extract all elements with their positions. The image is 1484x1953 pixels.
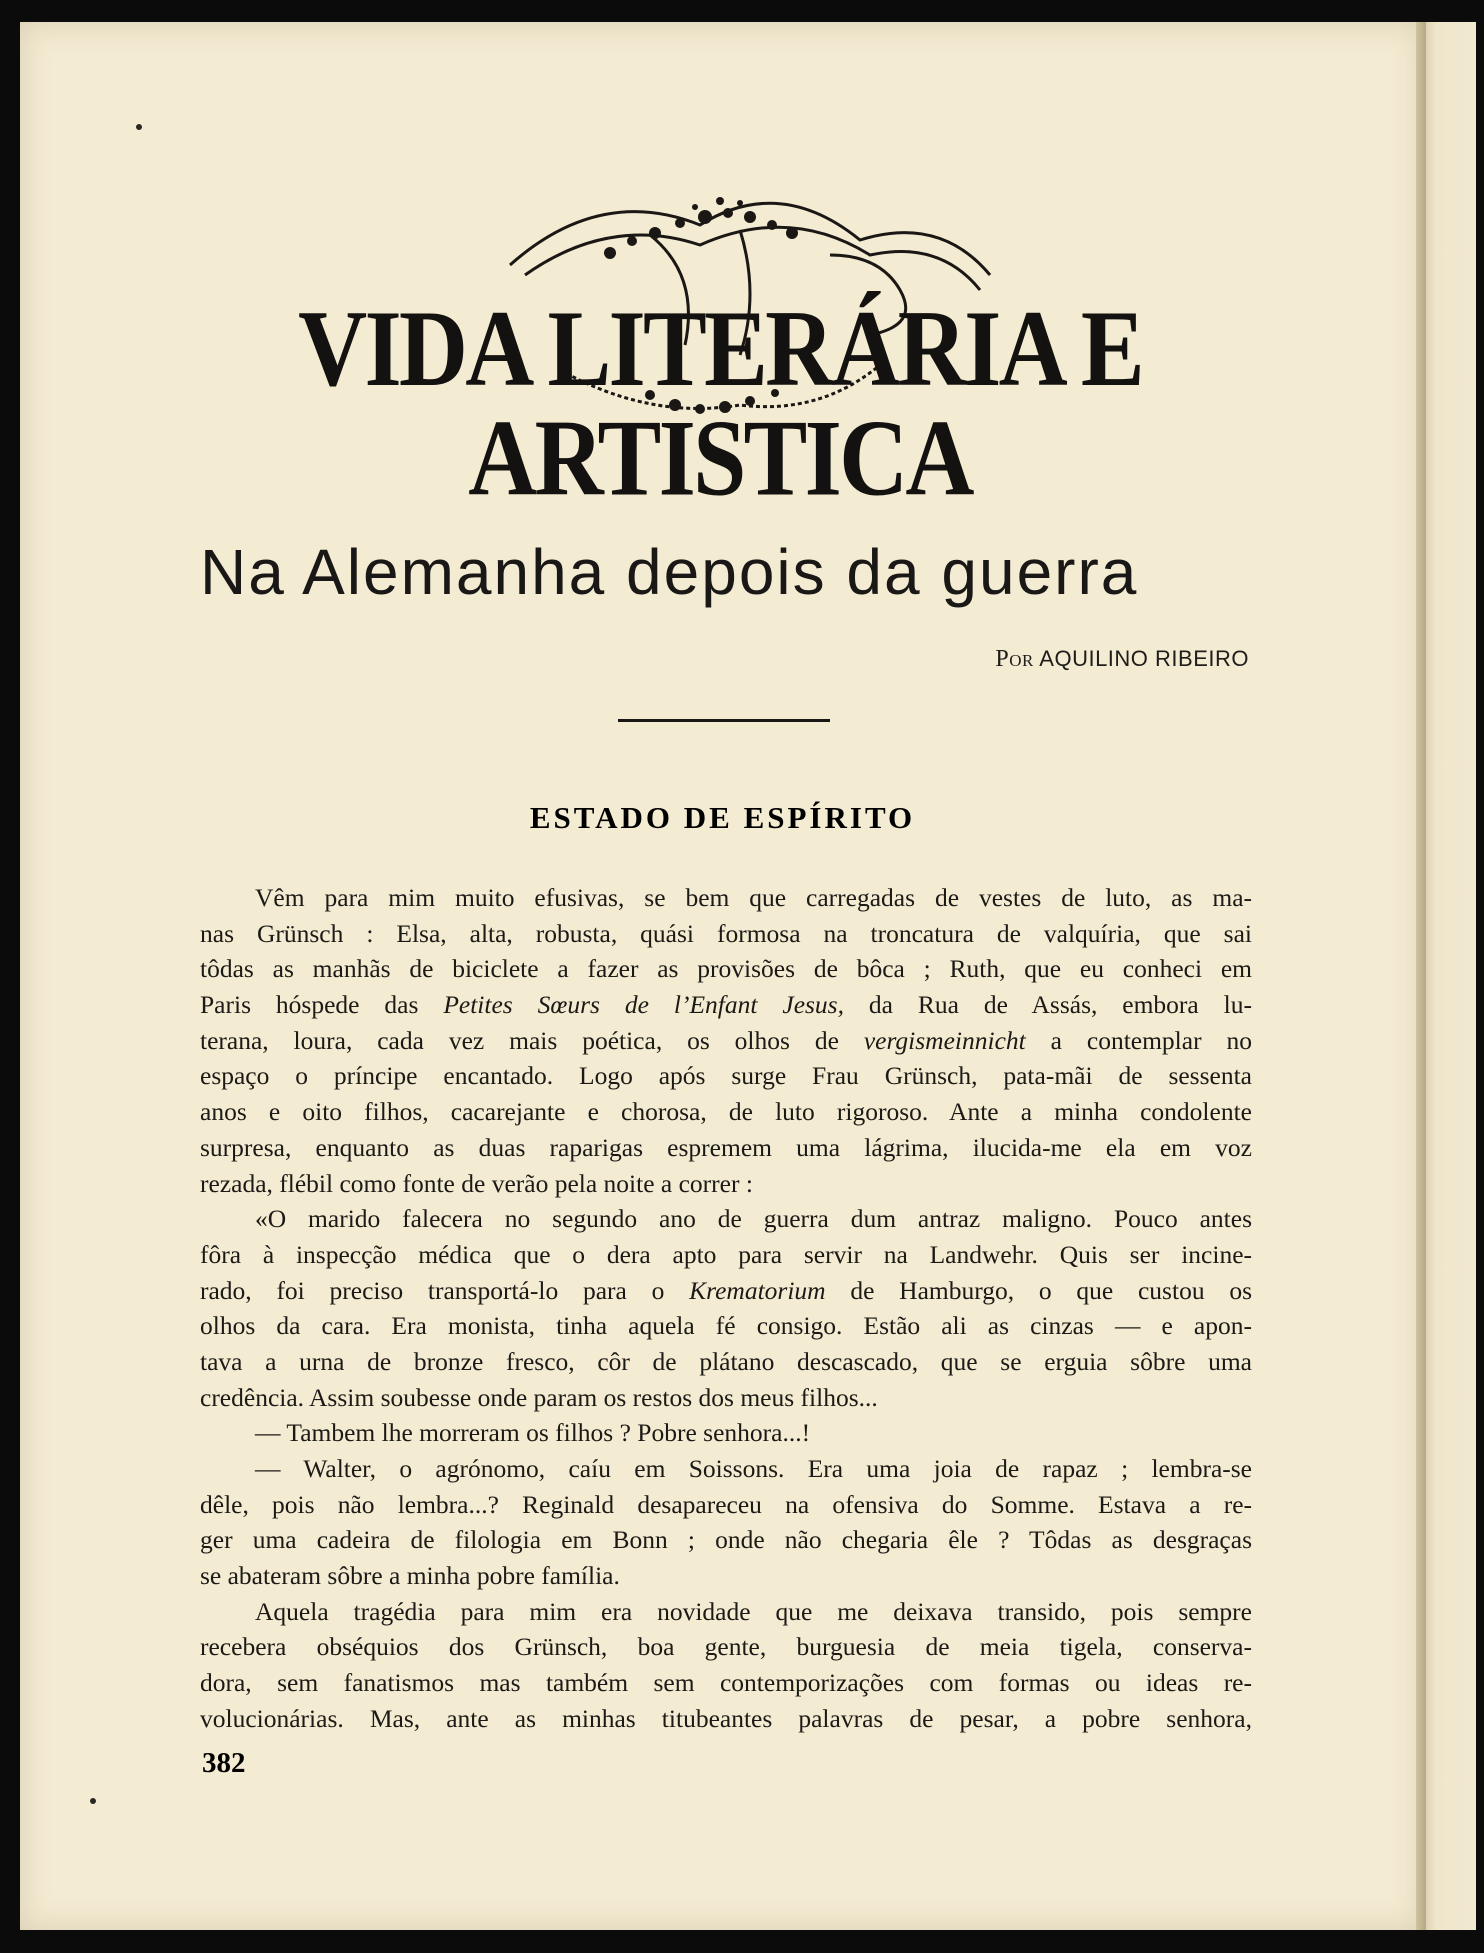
text-run: rado, foi preciso transportá-lo para o (200, 1275, 665, 1305)
text-line: dêle, pois não lembra...? Reginald desapareceu na ofensiva do Somme. Estava a re- (200, 1489, 1252, 1519)
text-line: olhos da cara. Era monista, tinha aquela fé consigo. Estão ali as cinzas — e apon- (200, 1311, 1252, 1341)
italic-term: Petites Sœurs de l’Enfant Jesus, (443, 990, 844, 1020)
author-name: AQUILINO RIBEIRO (1039, 646, 1249, 671)
text-line: dora, sem fanatismos mas também sem contemporizações com formas ou ideas re- (200, 1668, 1252, 1698)
text-line: fôra à inspecção médica que o dera apto para servir na Landwehr. Quis ser incine- (200, 1239, 1252, 1269)
section-heading: ESTADO DE ESPÍRITO (529, 800, 916, 835)
text-run: a contemplar no (1050, 1025, 1252, 1055)
text-line: volucionárias. Mas, ante as minhas titubeantes palavras de pesar, a pobre senhora, (200, 1703, 1252, 1733)
text-line: «O marido falecera no segundo ano de guerra dum antraz maligno. Pouco antes (255, 1204, 1252, 1234)
page-gutter (1416, 22, 1426, 1930)
text-line: tôdas as manhãs de biciclete a fazer as provisões de bôca ; Ruth, que eu conheci em (200, 954, 1252, 984)
text-line: nas Grünsch : Elsa, alta, robusta, quási formosa na troncatura de valquíria, que sai (200, 918, 1252, 948)
text-line: tava a urna de bronze fresco, côr de plátano descascado, que se erguia sôbre uma (200, 1346, 1252, 1376)
masthead (180, 195, 1260, 519)
text-line: espaço o príncipe encantado. Logo após surge Frau Grünsch, pata-mãi de sessenta (200, 1061, 1252, 1091)
speck (136, 124, 142, 130)
text-line: se abateram sôbre a minha pobre família. (200, 1561, 620, 1591)
divider-rule (618, 719, 830, 722)
text-line (200, 987, 1252, 1023)
text-run: de Hamburgo, o que custou os (850, 1275, 1252, 1305)
text-run: da Rua de Assás, embora lu- (868, 990, 1252, 1020)
text-line: — Tambem lhe morreram os filhos ? Pobre senhora...! (255, 1418, 811, 1448)
page-number: 382 (202, 1747, 246, 1779)
byline (995, 646, 1249, 673)
speck (90, 1798, 96, 1804)
masthead-title: VIDA LITERÁRIA E ARTISTICA (298, 288, 1142, 519)
text-line: ger uma cadeira de filologia em Bonn ; onde não chegaria êle ? Tôdas as desgraças (200, 1525, 1252, 1555)
text-line: Vêm para mim muito efusivas, se bem que carregadas de vestes de luto, as ma- (255, 883, 1252, 912)
text-run: Paris hóspede das (200, 990, 419, 1020)
adjacent-page-edge (1422, 22, 1476, 1930)
article-body (200, 880, 1252, 1737)
text-line (200, 1273, 1252, 1309)
text-line: credência. Assim soubesse onde param os restos dos meus filhos... (200, 1382, 878, 1412)
text-line: Aquela tragédia para mim era novidade que me deixava transido, pois sempre (255, 1596, 1252, 1626)
text-line: rezada, flébil como fonte de verão pela noite a correr : (200, 1168, 753, 1198)
article-title: Na Alemanha depois da guerra (200, 536, 1139, 608)
text-line (200, 1023, 1252, 1059)
byline-prefix: Por (995, 646, 1034, 672)
text-line: — Walter, o agrónomo, caíu em Soissons. Era uma joia de rapaz ; lembra-se (255, 1454, 1252, 1483)
text-line: anos e oito filhos, cacarejante e chorosa, de luto rigoroso. Ante a minha condolente (200, 1097, 1252, 1127)
text-line: surpresa, enquanto as duas raparigas espremem uma lágrima, ilucida-me ela em voz (200, 1132, 1252, 1162)
italic-term: Krematorium (689, 1275, 826, 1305)
italic-term: vergismeinnicht (863, 1025, 1026, 1055)
text-line: recebera obséquios dos Grünsch, boa gente, burguesia de meia tigela, conserva- (200, 1632, 1252, 1662)
text-run: terana, loura, cada vez mais poética, os olhos de (200, 1025, 839, 1055)
